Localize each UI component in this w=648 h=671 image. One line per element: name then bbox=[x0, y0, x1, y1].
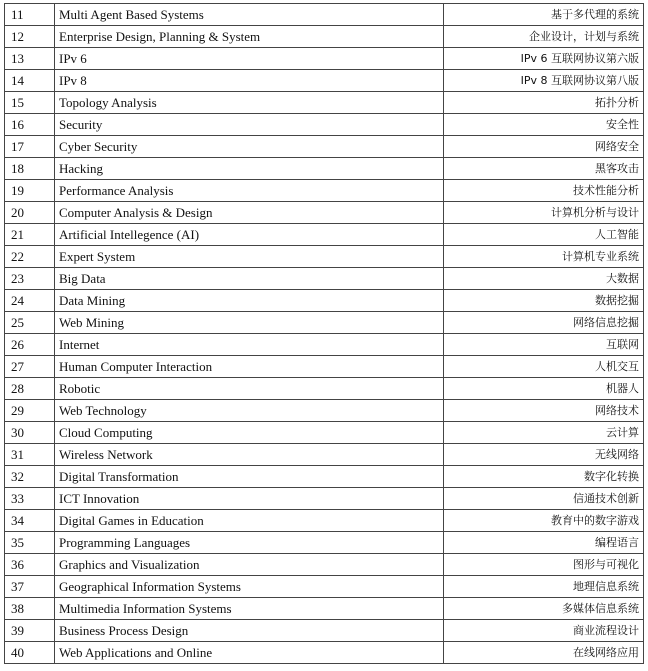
topic-english: Internet bbox=[55, 334, 444, 356]
topic-chinese: 大数据 bbox=[444, 268, 644, 290]
topic-english: Graphics and Visualization bbox=[55, 554, 444, 576]
table-row bbox=[5, 554, 644, 576]
table-row bbox=[5, 334, 644, 356]
row-number: 26 bbox=[5, 334, 55, 356]
topic-english: Web Technology bbox=[55, 400, 444, 422]
row-number: 18 bbox=[5, 158, 55, 180]
row-number: 28 bbox=[5, 378, 55, 400]
row-number: 38 bbox=[5, 598, 55, 620]
row-number: 37 bbox=[5, 576, 55, 598]
row-number: 12 bbox=[5, 26, 55, 48]
row-number: 27 bbox=[5, 356, 55, 378]
topic-chinese: 在线网络应用 bbox=[444, 642, 644, 664]
table-row bbox=[5, 400, 644, 422]
table-row bbox=[5, 180, 644, 202]
row-number: 15 bbox=[5, 92, 55, 114]
topic-english: Web Mining bbox=[55, 312, 444, 334]
row-number: 17 bbox=[5, 136, 55, 158]
topic-english: Cloud Computing bbox=[55, 422, 444, 444]
topic-english: Web Applications and Online bbox=[55, 642, 444, 664]
row-number: 22 bbox=[5, 246, 55, 268]
topic-chinese: 无线网络 bbox=[444, 444, 644, 466]
topic-english: ICT Innovation bbox=[55, 488, 444, 510]
row-number: 14 bbox=[5, 70, 55, 92]
topic-english: Wireless Network bbox=[55, 444, 444, 466]
row-number: 35 bbox=[5, 532, 55, 554]
table-row bbox=[5, 598, 644, 620]
row-number: 31 bbox=[5, 444, 55, 466]
topic-english: Business Process Design bbox=[55, 620, 444, 642]
table-row bbox=[5, 422, 644, 444]
topic-chinese: 人工智能 bbox=[444, 224, 644, 246]
topic-chinese: 信通技术创新 bbox=[444, 488, 644, 510]
row-number: 16 bbox=[5, 114, 55, 136]
table-row bbox=[5, 26, 644, 48]
topic-english: Artificial Intellegence (AI) bbox=[55, 224, 444, 246]
table-row bbox=[5, 488, 644, 510]
topic-chinese: 基于多代理的系统 bbox=[444, 4, 644, 26]
table-row bbox=[5, 356, 644, 378]
table-row bbox=[5, 202, 644, 224]
topic-chinese: 商业流程设计 bbox=[444, 620, 644, 642]
row-number: 19 bbox=[5, 180, 55, 202]
row-number: 13 bbox=[5, 48, 55, 70]
topic-english: Multimedia Information Systems bbox=[55, 598, 444, 620]
table-row bbox=[5, 532, 644, 554]
topic-chinese: 黑客攻击 bbox=[444, 158, 644, 180]
table-row bbox=[5, 4, 644, 26]
topic-chinese: 技术性能分析 bbox=[444, 180, 644, 202]
topic-chinese: 计算机分析与设计 bbox=[444, 202, 644, 224]
topic-english: Hacking bbox=[55, 158, 444, 180]
topic-chinese: 多媒体信息系统 bbox=[444, 598, 644, 620]
table-row bbox=[5, 158, 644, 180]
topic-chinese: 网络信息挖掘 bbox=[444, 312, 644, 334]
topic-chinese: 网络安全 bbox=[444, 136, 644, 158]
table-row bbox=[5, 576, 644, 598]
topic-chinese: 教育中的数字游戏 bbox=[444, 510, 644, 532]
topic-chinese: 安全性 bbox=[444, 114, 644, 136]
row-number: 33 bbox=[5, 488, 55, 510]
table-row bbox=[5, 246, 644, 268]
row-number: 40 bbox=[5, 642, 55, 664]
topic-english: Expert System bbox=[55, 246, 444, 268]
topic-chinese: 云计算 bbox=[444, 422, 644, 444]
table-row bbox=[5, 620, 644, 642]
topic-chinese: 数字化转换 bbox=[444, 466, 644, 488]
topic-english: Digital Transformation bbox=[55, 466, 444, 488]
topic-chinese: 人机交互 bbox=[444, 356, 644, 378]
table-row bbox=[5, 70, 644, 92]
topic-english: Cyber Security bbox=[55, 136, 444, 158]
topic-english: Big Data bbox=[55, 268, 444, 290]
topic-chinese: 计算机专业系统 bbox=[444, 246, 644, 268]
topic-english: Robotic bbox=[55, 378, 444, 400]
row-number: 25 bbox=[5, 312, 55, 334]
table-row bbox=[5, 378, 644, 400]
row-number: 23 bbox=[5, 268, 55, 290]
topic-english: Security bbox=[55, 114, 444, 136]
row-number: 11 bbox=[5, 4, 55, 26]
row-number: 30 bbox=[5, 422, 55, 444]
row-number: 34 bbox=[5, 510, 55, 532]
table-row bbox=[5, 224, 644, 246]
topic-chinese: 网络技术 bbox=[444, 400, 644, 422]
topic-english: Digital Games in Education bbox=[55, 510, 444, 532]
topic-chinese: 拓扑分析 bbox=[444, 92, 644, 114]
row-number: 39 bbox=[5, 620, 55, 642]
table-row bbox=[5, 268, 644, 290]
topic-english: Topology Analysis bbox=[55, 92, 444, 114]
topic-chinese: IPv 8 互联网协议第八版 bbox=[444, 70, 644, 92]
row-number: 24 bbox=[5, 290, 55, 312]
topic-chinese: IPv 6 互联网协议第六版 bbox=[444, 48, 644, 70]
table-row bbox=[5, 92, 644, 114]
table-row bbox=[5, 466, 644, 488]
topic-english: Human Computer Interaction bbox=[55, 356, 444, 378]
topic-chinese: 企业设计，计划与系统 bbox=[444, 26, 644, 48]
table-row bbox=[5, 510, 644, 532]
topic-english: IPv 6 bbox=[55, 48, 444, 70]
topic-chinese: 编程语言 bbox=[444, 532, 644, 554]
topic-english: Enterprise Design, Planning & System bbox=[55, 26, 444, 48]
table-row bbox=[5, 444, 644, 466]
topic-chinese: 数据挖掘 bbox=[444, 290, 644, 312]
table-row bbox=[5, 114, 644, 136]
row-number: 21 bbox=[5, 224, 55, 246]
topic-english: Computer Analysis & Design bbox=[55, 202, 444, 224]
topic-english: Geographical Information Systems bbox=[55, 576, 444, 598]
topic-table-body bbox=[5, 4, 644, 664]
topic-chinese: 地理信息系统 bbox=[444, 576, 644, 598]
table-row bbox=[5, 312, 644, 334]
topic-chinese: 图形与可视化 bbox=[444, 554, 644, 576]
topic-english: Programming Languages bbox=[55, 532, 444, 554]
row-number: 20 bbox=[5, 202, 55, 224]
topic-english: IPv 8 bbox=[55, 70, 444, 92]
table-row bbox=[5, 290, 644, 312]
row-number: 36 bbox=[5, 554, 55, 576]
topic-english: Performance Analysis bbox=[55, 180, 444, 202]
table-row bbox=[5, 642, 644, 664]
topic-chinese: 机器人 bbox=[444, 378, 644, 400]
topic-english: Multi Agent Based Systems bbox=[55, 4, 444, 26]
topic-english: Data Mining bbox=[55, 290, 444, 312]
row-number: 29 bbox=[5, 400, 55, 422]
row-number: 32 bbox=[5, 466, 55, 488]
table-row bbox=[5, 136, 644, 158]
topic-table bbox=[4, 3, 644, 664]
table-row bbox=[5, 48, 644, 70]
topic-chinese: 互联网 bbox=[444, 334, 644, 356]
